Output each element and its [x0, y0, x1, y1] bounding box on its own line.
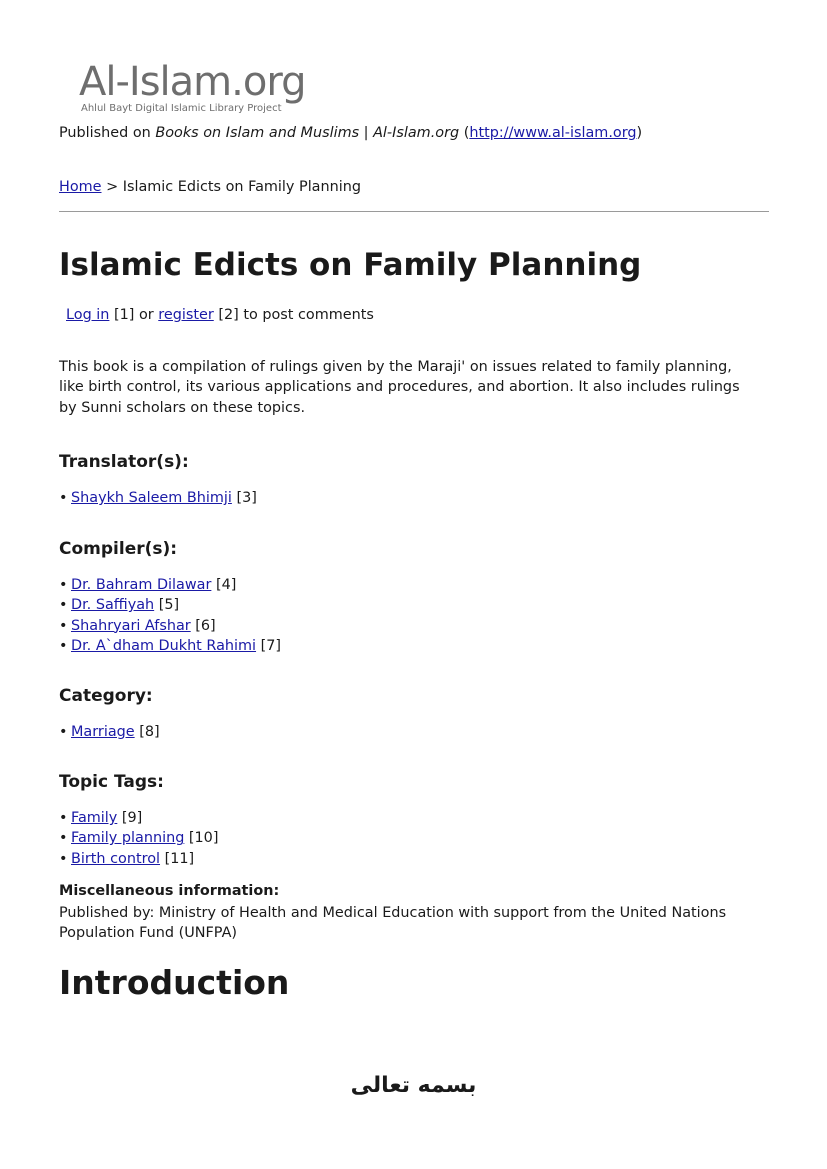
compiler-link[interactable]: Dr. Saffiyah [71, 597, 155, 614]
category-link[interactable]: Marriage [71, 724, 135, 740]
bullet-icon: • [59, 577, 68, 593]
published-line: Published on Books on Islam and Muslims | Al-Islam.org (http://www.al-islam.org) [59, 125, 643, 141]
topic-tags-list [59, 808, 218, 869]
tag-link[interactable]: Family [71, 810, 118, 826]
login-ref: [1] [113, 307, 135, 323]
breadcrumb-separator: > [101, 179, 123, 195]
page-title: Islamic Edicts on Family Planning [59, 247, 642, 283]
ref-number: [3] [236, 490, 257, 506]
list-item [59, 722, 160, 742]
bullet-icon: • [59, 810, 68, 826]
arabic-invocation: بسمه تعالی [350, 1073, 477, 1098]
or-text: or [138, 307, 154, 323]
register-ref: [2] [218, 307, 239, 323]
post-comments-text: to post comments [243, 307, 374, 323]
misc-info-text: Published by: Ministry of Health and Medical Education with support from the United Nations Population Fund (UNFPA) [59, 905, 727, 942]
published-site-name: Books on Islam and Muslims | Al-Islam.org [155, 125, 460, 141]
ref-number: [6] [195, 617, 216, 634]
ref-number: [9] [121, 810, 143, 826]
register-link[interactable]: register [158, 307, 214, 323]
bullet-icon: • [59, 617, 68, 634]
tag-link[interactable]: Family planning [71, 830, 185, 847]
ref-number: [10] [188, 830, 219, 847]
logo-subtitle: Ahlul Bayt Digital Islamic Library Project [81, 103, 282, 114]
published-url-link[interactable]: http://www.al-islam.org [469, 125, 637, 141]
list-item [59, 808, 218, 828]
bullet-icon: • [59, 490, 68, 506]
header-divider [59, 211, 769, 212]
site-logo[interactable] [79, 59, 319, 120]
compilers-heading: Compiler(s): [59, 539, 178, 559]
published-prefix: Published on [59, 125, 156, 141]
category-list [59, 722, 160, 742]
book-description: This book is a compilation of rulings given by the Maraji' on issues related to family planning, like birth control, its various applications and procedures, and abortion. It also includes rulings by Sunni scholars on these topics. [59, 359, 740, 416]
bullet-icon: • [59, 830, 68, 847]
list-item [59, 828, 218, 848]
bullet-icon: • [59, 724, 68, 740]
ref-number: [11] [164, 850, 195, 867]
list-item [59, 575, 281, 595]
compiler-link[interactable]: Dr. A`dham Dukht Rahimi [71, 637, 257, 654]
introduction-heading: Introduction [59, 963, 290, 1002]
ref-number: [7] [260, 637, 282, 654]
translator-link[interactable]: Shaykh Saleem Bhimji [71, 490, 232, 506]
list-item [59, 616, 281, 636]
list-item [59, 595, 281, 615]
breadcrumb [59, 179, 361, 195]
list-item [59, 849, 218, 869]
ref-number: [5] [158, 597, 180, 614]
category-heading: Category: [59, 686, 153, 706]
comment-login-line [66, 307, 374, 323]
bullet-icon: • [59, 637, 68, 654]
misc-info-label: Miscellaneous information: [59, 883, 280, 899]
bullet-icon: • [59, 850, 68, 867]
list-item [59, 488, 257, 508]
list-item [59, 636, 281, 656]
translators-heading: Translator(s): [59, 452, 189, 472]
bullet-icon: • [59, 597, 68, 614]
compilers-list [59, 575, 281, 656]
logo-wordmark: Al-Islam.org [79, 59, 306, 105]
tag-link[interactable]: Birth control [71, 850, 161, 867]
breadcrumb-home-link[interactable]: Home [59, 179, 102, 195]
compiler-link[interactable]: Dr. Bahram Dilawar [71, 577, 212, 593]
breadcrumb-current: Islamic Edicts on Family Planning [122, 179, 361, 195]
login-link[interactable]: Log in [66, 307, 110, 323]
ref-number: [8] [139, 724, 160, 740]
topic-tags-heading: Topic Tags: [59, 772, 164, 792]
translators-list [59, 488, 257, 508]
ref-number: [4] [215, 577, 237, 593]
compiler-link[interactable]: Shahryari Afshar [71, 617, 191, 634]
